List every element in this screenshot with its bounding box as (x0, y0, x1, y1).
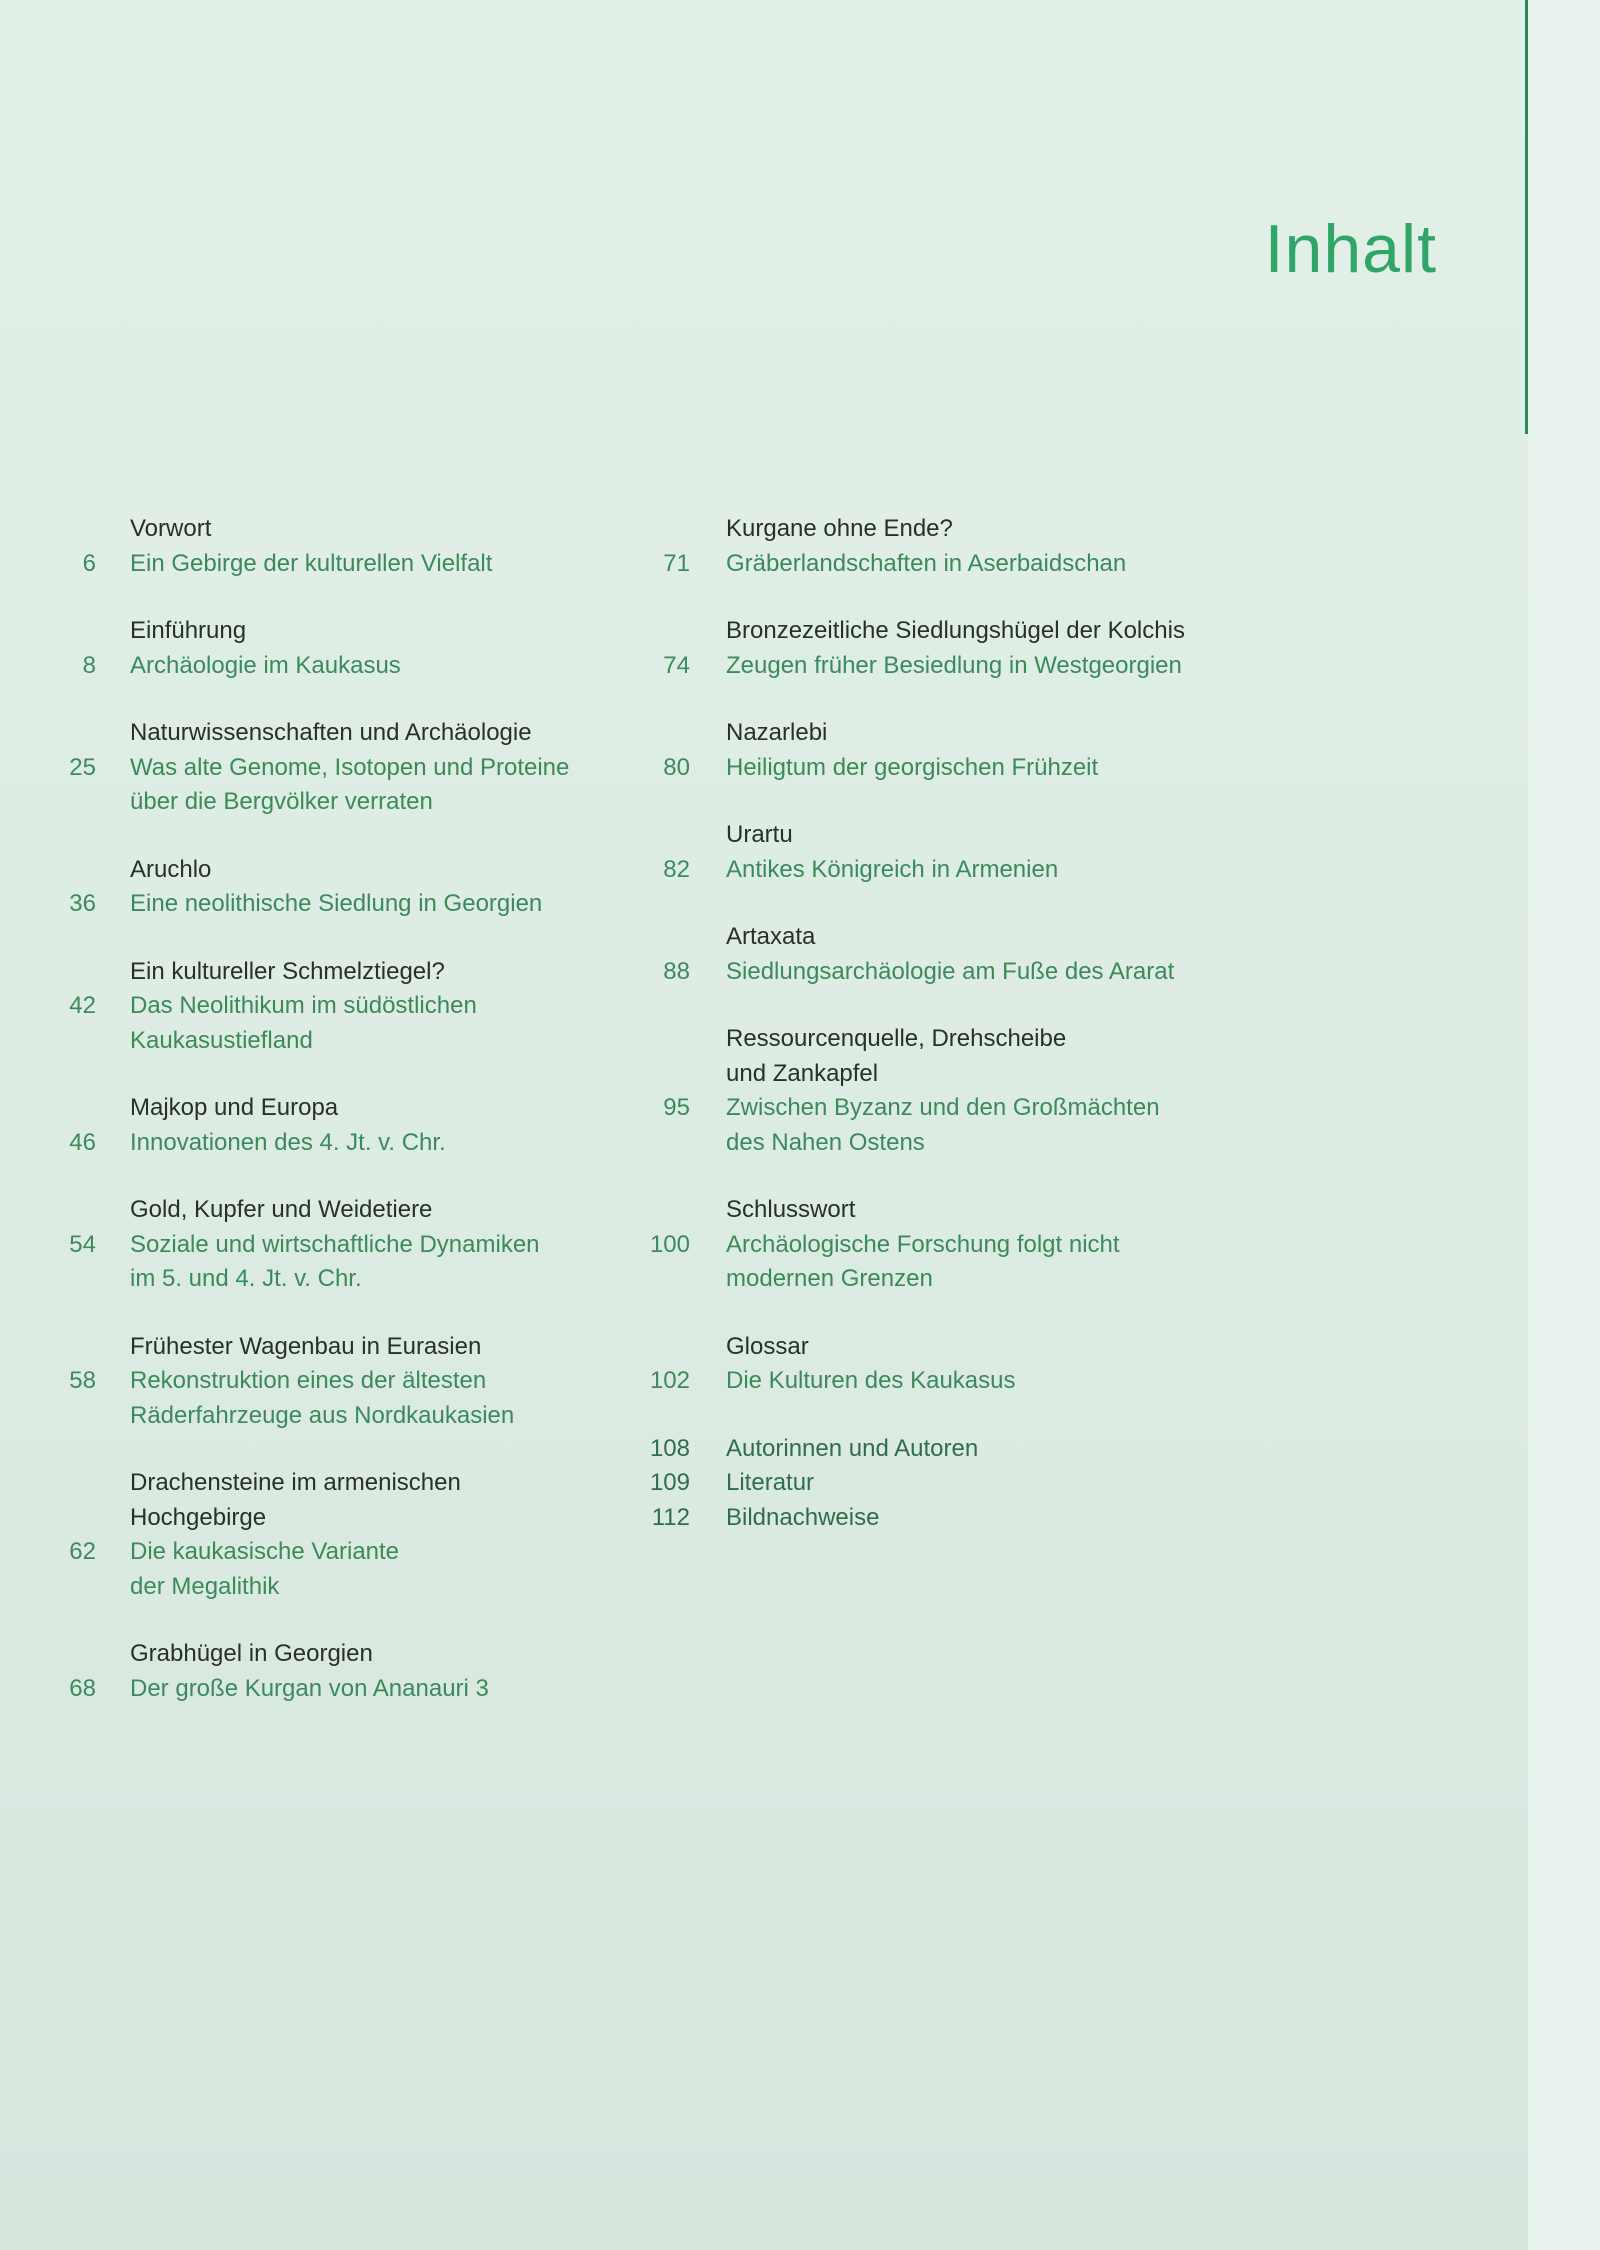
entry-title[interactable]: Soziale und wirtschaftliche Dynamiken (130, 1230, 540, 1258)
entry-title[interactable]: Innovationen des 4. Jt. v. Chr. (130, 1128, 446, 1156)
category-row (40, 1501, 660, 1536)
toc-left-column (40, 512, 660, 1739)
page-number (40, 512, 130, 547)
entry-category[interactable]: Hochgebirge (130, 1503, 267, 1531)
page-number (40, 1091, 130, 1126)
entry-title[interactable]: Der große Kurgan von Ananauri 3 (130, 1674, 489, 1702)
title-row (630, 649, 1250, 684)
toc-entry (630, 512, 1250, 581)
entry-category[interactable]: Schlusswort (726, 1196, 856, 1223)
page-number: 100 (649, 1230, 690, 1258)
category-row (630, 920, 1250, 955)
page-number: 42 (69, 992, 96, 1019)
entry-title[interactable]: Zeugen früher Besiedlung in Westgeorgien (726, 651, 1182, 679)
category-row (40, 1466, 660, 1501)
entry-category[interactable]: Aruchlo (130, 855, 212, 883)
category-row (40, 716, 660, 751)
page-number (40, 1637, 130, 1672)
page-number: 58 (69, 1367, 96, 1394)
category-row (40, 853, 660, 888)
appendix-row (630, 1466, 1250, 1501)
title-row (40, 547, 660, 582)
entry-title[interactable]: Heiligtum der georgischen Frühzeit (726, 753, 1099, 781)
page-number (40, 614, 130, 649)
appendix-row (630, 1501, 1250, 1536)
toc-entry (630, 818, 1250, 887)
entry-title[interactable]: Das Neolithikum im südöstlichen (130, 992, 477, 1019)
entry-title[interactable]: Literatur (726, 1469, 815, 1496)
category-row (630, 1193, 1250, 1228)
page-number (40, 1570, 130, 1605)
entry-title[interactable]: Siedlungsarchäologie am Fuße des Ararat (726, 957, 1175, 985)
page-number: 46 (69, 1128, 96, 1156)
category-row (630, 818, 1250, 853)
category-row (630, 614, 1250, 649)
page-number (40, 853, 130, 888)
page-number: 95 (663, 1094, 690, 1121)
entry-category[interactable]: Glossar (726, 1332, 809, 1360)
page-number (630, 818, 726, 853)
entry-title[interactable]: Zwischen Byzanz und den Großmächten (726, 1094, 1160, 1121)
title-row (630, 751, 1250, 786)
title-row (40, 1672, 660, 1707)
page-number: 36 (69, 890, 96, 917)
toc-entry (40, 955, 660, 1059)
entry-title[interactable]: Die kaukasische Variante (130, 1538, 400, 1565)
title-row (40, 1535, 660, 1570)
appendix-row (630, 1432, 1250, 1467)
toc-entry (630, 1193, 1250, 1297)
entry-title[interactable]: Ein Gebirge der kulturellen Vielfalt (130, 549, 493, 577)
appendix-entry (630, 1432, 1250, 1467)
entry-category[interactable]: Ein kultureller Schmelztiegel? (130, 957, 445, 985)
page-number (630, 1126, 726, 1161)
page-number: 88 (663, 957, 690, 985)
entry-category[interactable]: Drachensteine im armenischen (130, 1469, 461, 1496)
page-number (40, 1330, 130, 1365)
toc-entry (40, 1466, 660, 1604)
title-row (40, 1262, 660, 1297)
entry-title[interactable]: über die Bergvölker verraten (130, 788, 433, 815)
page-number (40, 955, 130, 990)
page-number: 25 (69, 753, 96, 781)
page-number (40, 1399, 130, 1434)
page-number: 71 (663, 549, 690, 577)
decorative-rule (1525, 0, 1528, 434)
entry-title[interactable]: Rekonstruktion eines der ältesten (130, 1367, 487, 1394)
toc-entry (40, 1330, 660, 1434)
title-row (40, 1570, 660, 1605)
page-number (630, 1330, 726, 1365)
category-row (40, 1637, 660, 1672)
category-row (630, 716, 1250, 751)
page-title: Inhalt (1264, 211, 1437, 287)
page-number (630, 1262, 726, 1297)
category-row (630, 1057, 1250, 1092)
appendix-entry (630, 1501, 1250, 1536)
page-number (40, 1501, 130, 1536)
page-number: 54 (69, 1230, 96, 1258)
page-number (40, 1466, 130, 1501)
toc-entry (630, 1022, 1250, 1160)
entry-category[interactable]: und Zankapfel (726, 1059, 879, 1087)
page-number (630, 716, 726, 751)
entry-title[interactable]: Die Kulturen des Kaukasus (726, 1367, 1016, 1394)
title-row (40, 1126, 660, 1161)
category-row (630, 512, 1250, 547)
page-number: 108 (649, 1434, 690, 1462)
title-row (630, 1262, 1250, 1297)
page-number (40, 1193, 130, 1228)
entry-category[interactable]: Naturwissenschaften und Archäologie (130, 719, 532, 746)
title-row (630, 1126, 1250, 1161)
page-number (40, 785, 130, 820)
entry-category[interactable]: Nazarlebi (726, 719, 828, 746)
toc-entry (40, 1091, 660, 1160)
page-number: 74 (663, 651, 690, 679)
title-row (40, 989, 660, 1024)
entry-category[interactable]: Bronzezeitliche Siedlungshügel der Kolchis (726, 617, 1185, 644)
category-row (630, 1022, 1250, 1057)
title-row (40, 751, 660, 786)
category-row (40, 955, 660, 990)
entry-category[interactable]: Gold, Kupfer und Weidetiere (130, 1196, 433, 1223)
toc-entry (40, 853, 660, 922)
page-number (630, 1193, 726, 1228)
page-number: 82 (663, 855, 690, 883)
page-number (40, 1024, 130, 1059)
title-row (630, 1091, 1250, 1126)
toc-entry (40, 1193, 660, 1297)
entry-title[interactable]: Antikes Königreich in Armenien (726, 855, 1059, 883)
entry-category[interactable]: Artaxata (726, 923, 816, 950)
entry-title[interactable]: im 5. und 4. Jt. v. Chr. (130, 1265, 362, 1292)
title-row (40, 1024, 660, 1059)
toc-entry (630, 920, 1250, 989)
entry-title[interactable]: Archäologie im Kaukasus (130, 651, 401, 679)
entry-category[interactable]: Einführung (130, 617, 247, 644)
toc-entry (40, 1637, 660, 1706)
appendix-entry (630, 1466, 1250, 1501)
category-row (630, 1330, 1250, 1365)
page-number (40, 1262, 130, 1297)
title-row (630, 1228, 1250, 1263)
title-row (40, 649, 660, 684)
category-row (40, 1193, 660, 1228)
page-number (630, 920, 726, 955)
toc-entry (630, 614, 1250, 683)
entry-title[interactable]: Autorinnen und Autoren (726, 1434, 979, 1462)
category-row (40, 1330, 660, 1365)
entry-title[interactable]: Gräberlandschaften in Aserbaidschan (726, 549, 1127, 577)
page-number: 102 (649, 1367, 690, 1394)
page-number: 109 (649, 1469, 690, 1496)
toc-right-column (630, 512, 1250, 1535)
entry-title[interactable]: Räderfahrzeuge aus Nordkaukasien (130, 1401, 515, 1429)
page-number (630, 1022, 726, 1057)
page-number: 80 (663, 753, 690, 781)
page-number: 6 (82, 549, 96, 577)
page-number (630, 512, 726, 547)
title-row (630, 547, 1250, 582)
title-row (630, 955, 1250, 990)
title-row (40, 887, 660, 922)
entry-title[interactable]: Was alte Genome, Isotopen und Proteine (130, 753, 570, 781)
title-row (40, 1364, 660, 1399)
toc-entry (40, 614, 660, 683)
title-row (630, 1364, 1250, 1399)
entry-category[interactable]: Vorwort (130, 515, 212, 542)
title-row (40, 1399, 660, 1434)
entry-category[interactable]: Majkop und Europa (130, 1094, 339, 1121)
entry-category[interactable]: Urartu (726, 821, 793, 848)
entry-title[interactable]: Archäologische Forschung folgt nicht (726, 1230, 1120, 1258)
category-row (40, 512, 660, 547)
toc-entry (40, 716, 660, 820)
title-row (40, 1228, 660, 1263)
page-number: 68 (69, 1674, 96, 1702)
entry-title[interactable]: modernen Grenzen (726, 1265, 933, 1292)
category-row (40, 614, 660, 649)
page-number: 112 (651, 1503, 690, 1531)
entry-title[interactable]: Bildnachweise (726, 1503, 880, 1531)
title-row (40, 785, 660, 820)
page-margin (1528, 0, 1600, 2250)
entry-category[interactable]: Frühester Wagenbau in Eurasien (130, 1332, 482, 1360)
category-row (40, 1091, 660, 1126)
entry-category[interactable]: Kurgane ohne Ende? (726, 515, 953, 542)
page-number: 8 (82, 651, 96, 679)
entry-title[interactable]: Eine neolithische Siedlung in Georgien (130, 890, 543, 917)
entry-title[interactable]: Kaukasustiefland (130, 1026, 313, 1054)
page-number (40, 716, 130, 751)
entry-title[interactable]: der Megalithik (130, 1572, 280, 1600)
page-number: 62 (69, 1538, 96, 1565)
title-row (630, 853, 1250, 888)
page-number (630, 614, 726, 649)
entry-title[interactable]: des Nahen Ostens (726, 1128, 925, 1156)
page-number (630, 1057, 726, 1092)
toc-entry (40, 512, 660, 581)
toc-entry (630, 1330, 1250, 1399)
entry-category[interactable]: Grabhügel in Georgien (130, 1640, 373, 1667)
toc-entry (630, 716, 1250, 785)
entry-category[interactable]: Ressourcenquelle, Drehscheibe (726, 1025, 1067, 1052)
